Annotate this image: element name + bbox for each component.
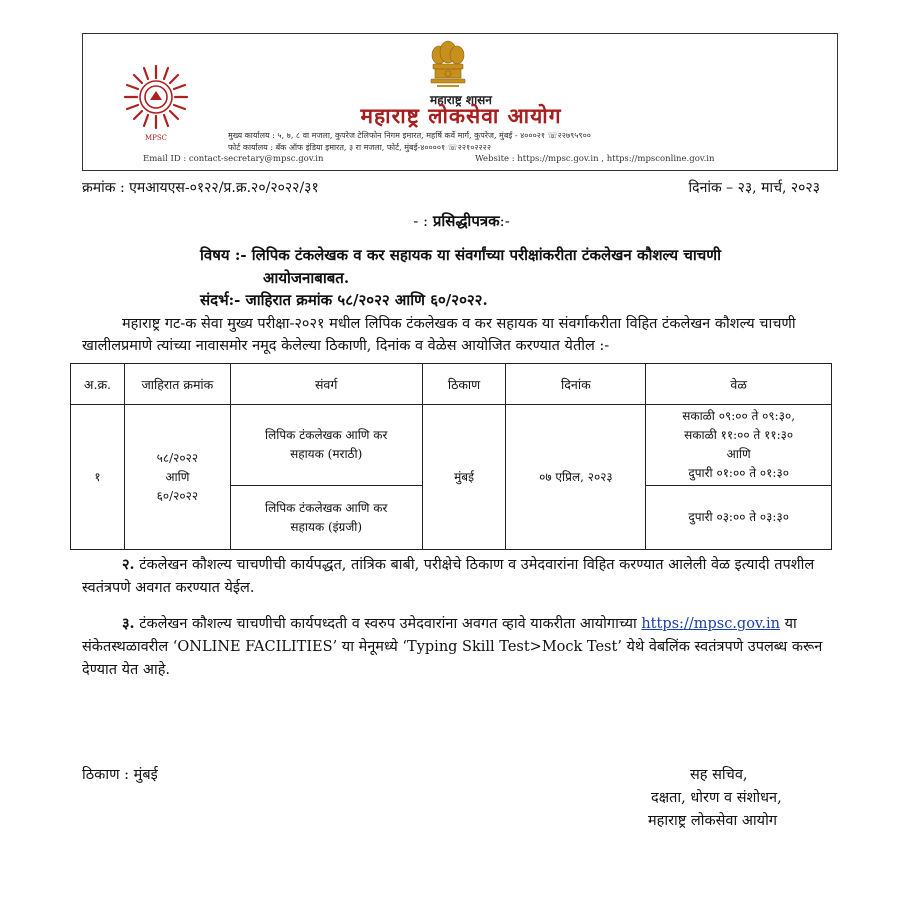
cell-cadre-2 [230,486,422,550]
cadre-2-text: लिपिक टंकलेखक आणि कर सहायक (इंग्रजी) [264,500,388,534]
advt-line-1: ५८/२०२२ [156,450,199,465]
document-heading [0,211,923,231]
para-3-text-after: या संकेतस्थळावरील ‘ONLINE FACILITIES’ या मेनूमध्ये ‘Typing Skill Test>Mock Test’ येथे वेबलिंक स्वतंत्रपणे उपलब्ध करून देण्यात येत आहे. [82,616,823,678]
table-header-row [71,364,832,405]
mpsc-website-link[interactable]: https://mpsc.gov.in [641,616,780,632]
email-id: Email ID : contact-secretary@mpsc.gov.in [143,154,324,164]
time-1-line-4: दुपारी ०१:०० ते ०१:३० [688,466,789,480]
paragraph-1: महाराष्ट्र गट-क सेवा मुख्य परीक्षा-२०२१ मधील लिपिक टंकलेखक व कर सहायक या संवर्गाकरीता विहित टंकलेखन कौशल्य चाचणी खालीलप्रमाणे त्यांच्या नावासमोर नमूद केलेल्या ठिकाणी, दिनांक व वेळेस आयोजित करण्यात येतील :- [82,316,796,354]
cell-place: मुंबई [422,405,506,550]
col-header-place: ठिकाण [422,364,506,405]
reference-number: क्रमांक : एमआयएस-०१२२/प्र.क्र.२०/२०२२/३१ [82,180,319,196]
cell-date: ०७ एप्रिल, २०२३ [506,405,646,550]
reference-line: संदर्भ:- जाहिरात क्रमांक ५८/२०२२ आणि ६०/२०२२. [200,291,488,309]
letterhead [82,33,838,171]
para-3-text-before: टंकलेखन कौशल्य चाचणीची कार्यपध्दती व स्वरुप उमेदवारांना अवगत व्हावे याकरीता आयोगाच्या [134,616,642,632]
col-header-time: वेळ [646,364,832,405]
heading-title: प्रसिद्धीपत्रक [432,212,500,230]
cell-advt-no [124,405,230,550]
para-3-number: ३. [122,615,135,632]
government-name: महाराष्ट्र शासन [430,93,492,107]
advt-line-3: ६०/२०२२ [156,488,199,503]
heading-prefix: - : [413,212,433,230]
paragraph-3 [82,612,842,682]
logo-caption: MPSC [144,134,168,142]
para-2-text: टंकलेखन कौशल्य चाचणीची कार्यपद्धत, तांत्रिक बाबी, परीक्षेचे ठिकाण व उमेदवारांना विहित करण्यात आलेली वेळ इत्यादी तपशील स्वतंत्रपणे अवगत करण्यात येईल. [82,557,815,596]
commission-name: महाराष्ट्र लोकसेवा आयोग [360,103,562,128]
signature-line-2: दक्षता, धोरण व संशोधन, [651,790,782,806]
fort-office-address: फोर्ट कार्यालय : बँक ऑफ इंडिया इमारत, ३ रा मजला, फोर्ट, मुंबई-४००००१ ☏२२१०२२२२ [228,143,491,152]
place-label: ठिकाण : मुंबई [82,767,158,783]
document-date: दिनांक – २३, मार्च, २०२३ [688,180,820,196]
heading-suffix: :- [499,212,510,230]
paragraph-2 [82,553,842,600]
col-header-date: दिनांक [506,364,646,405]
para-2-number: २. [122,556,135,573]
signature-line-3: महाराष्ट्र लोकसेवा आयोग [648,813,777,829]
col-header-sr: अ.क्र. [71,364,125,405]
col-header-advt: जाहिरात क्रमांक [124,364,230,405]
schedule-table [70,363,832,550]
time-1-line-1: सकाळी ०९:०० ते ०९:३०, [682,409,796,423]
head-office-address: मुख्य कार्यालय : ५, ७, ८ वा मजला, कुपरेज टेलिफोन निगम इमारत, महर्षि कर्वे मार्ग, कुपरेज, मुंबई - ४०००२१ ☏२२७९५९०० [228,131,591,140]
signature-line-1: सह सचिव, [690,767,748,783]
subject-line-1: विषय :- लिपिक टंकलेखक व कर सहायक या संवर्गांच्या परीक्षांकरीता टंकलेखन कौशल्य चाचणी [200,246,721,264]
time-1-line-2: सकाळी ११:०० ते ११:३० [684,428,794,442]
cell-time-1 [646,405,832,486]
cadre-1-text: लिपिक टंकलेखक आणि कर सहायक (मराठी) [264,428,388,461]
table-row [71,405,832,486]
cell-sr-no: १ [71,405,125,550]
col-header-cadre: संवर्ग [230,364,422,405]
website-info: Website : https://mpsc.gov.in , https://mpsconline.gov.in [475,154,715,164]
cell-cadre-1 [230,405,422,486]
time-1-line-3: आणि [726,447,751,461]
advt-line-2: आणि [165,469,190,484]
subject-line-2: आयोजनाबाबत. [263,269,350,287]
ashoka-emblem-icon [425,39,471,91]
cell-time-2: दुपारी ०३:०० ते ०३:३० [646,486,832,550]
